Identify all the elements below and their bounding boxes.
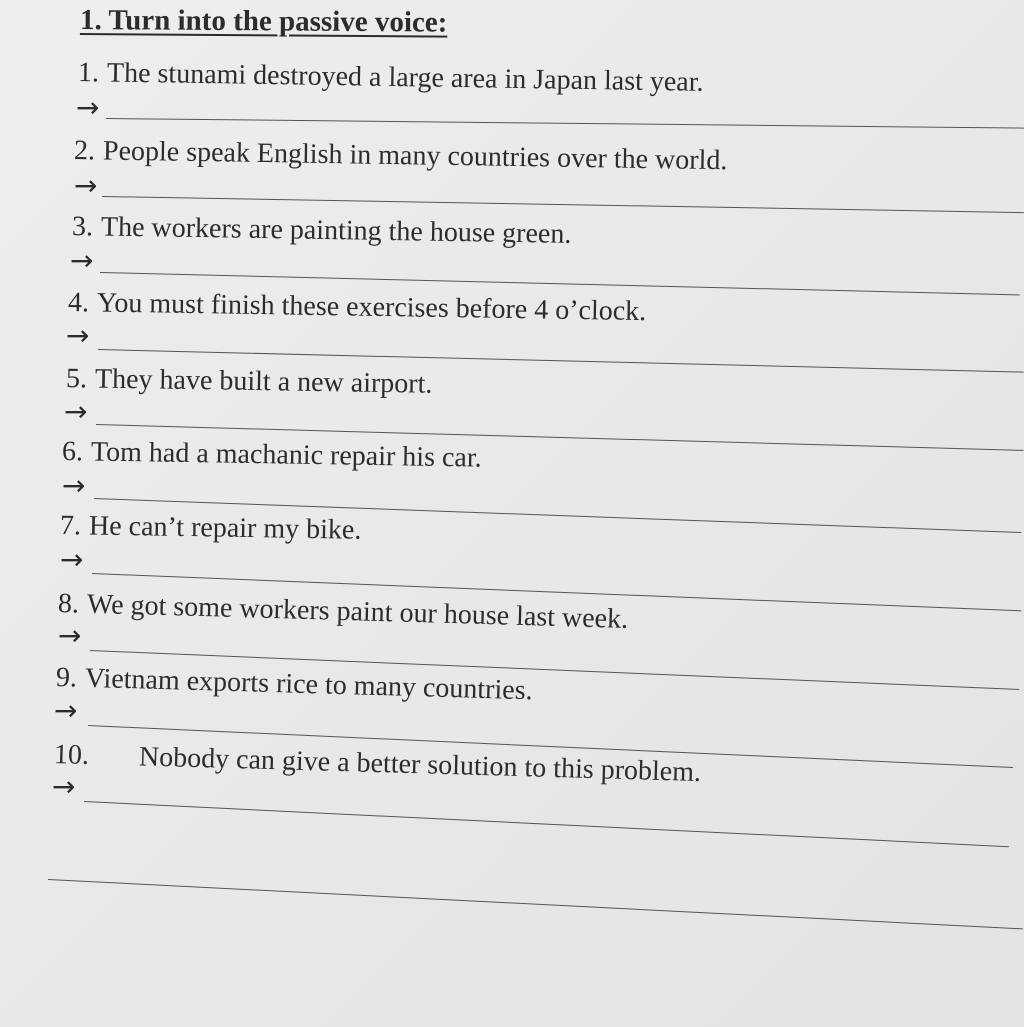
item-number: 2. bbox=[73, 135, 96, 167]
exercise-item-6 bbox=[62, 436, 482, 475]
item-number: 8. bbox=[57, 588, 80, 620]
arrow-icon: → bbox=[74, 169, 98, 202]
exercise-item-4 bbox=[68, 287, 647, 328]
exercise-item-9 bbox=[56, 662, 533, 707]
item-number: 4. bbox=[67, 287, 90, 319]
answer-line bbox=[84, 801, 1009, 847]
exercise-item-8 bbox=[58, 588, 629, 636]
arrow-icon: → bbox=[60, 543, 84, 576]
arrow-icon: → bbox=[66, 319, 90, 352]
exercise-title: 1. Turn into the passive voice: bbox=[79, 4, 448, 39]
item-sentence: Nobody can give a better solution to this problem. bbox=[138, 741, 702, 789]
item-number: 7. bbox=[59, 510, 82, 542]
answer-line bbox=[106, 118, 1024, 129]
item-number: 10. bbox=[53, 739, 90, 771]
item-sentence: People speak English in many countries over the world. bbox=[102, 135, 728, 177]
arrow-icon: → bbox=[54, 694, 78, 727]
item-number: 6. bbox=[61, 436, 84, 468]
answer-line bbox=[48, 879, 1023, 929]
item-sentence: They have built a new airport. bbox=[94, 363, 433, 400]
item-sentence: The stunami destroyed a large area in Japan last year. bbox=[106, 57, 704, 98]
arrow-icon: → bbox=[76, 91, 100, 124]
arrow-icon: → bbox=[58, 619, 82, 652]
arrow-icon: → bbox=[70, 244, 94, 277]
exercise-item-1 bbox=[78, 57, 704, 99]
item-number: 1. bbox=[77, 57, 100, 89]
item-number: 9. bbox=[55, 662, 78, 694]
item-sentence: He can’t repair my bike. bbox=[88, 510, 362, 546]
arrow-icon: → bbox=[64, 395, 88, 428]
item-sentence: You must finish these exercises before 4 o’clock. bbox=[96, 287, 647, 328]
answer-line bbox=[102, 196, 1024, 213]
item-sentence: We got some workers paint our house last week. bbox=[86, 588, 629, 635]
exercise-item-5 bbox=[66, 363, 433, 401]
exercise-item-10 bbox=[54, 739, 702, 789]
item-sentence: Tom had a machanic repair his car. bbox=[90, 436, 482, 474]
item-number: 5. bbox=[65, 363, 88, 395]
item-number: 3. bbox=[71, 211, 94, 243]
arrow-icon: → bbox=[62, 469, 86, 502]
exercise-item-2 bbox=[74, 135, 728, 177]
exercise-item-3 bbox=[72, 211, 572, 251]
item-sentence: The workers are painting the house green. bbox=[100, 211, 572, 250]
arrow-icon: → bbox=[52, 770, 76, 803]
exercise-item-7 bbox=[60, 510, 362, 547]
item-sentence: Vietnam exports rice to many countries. bbox=[84, 662, 534, 707]
